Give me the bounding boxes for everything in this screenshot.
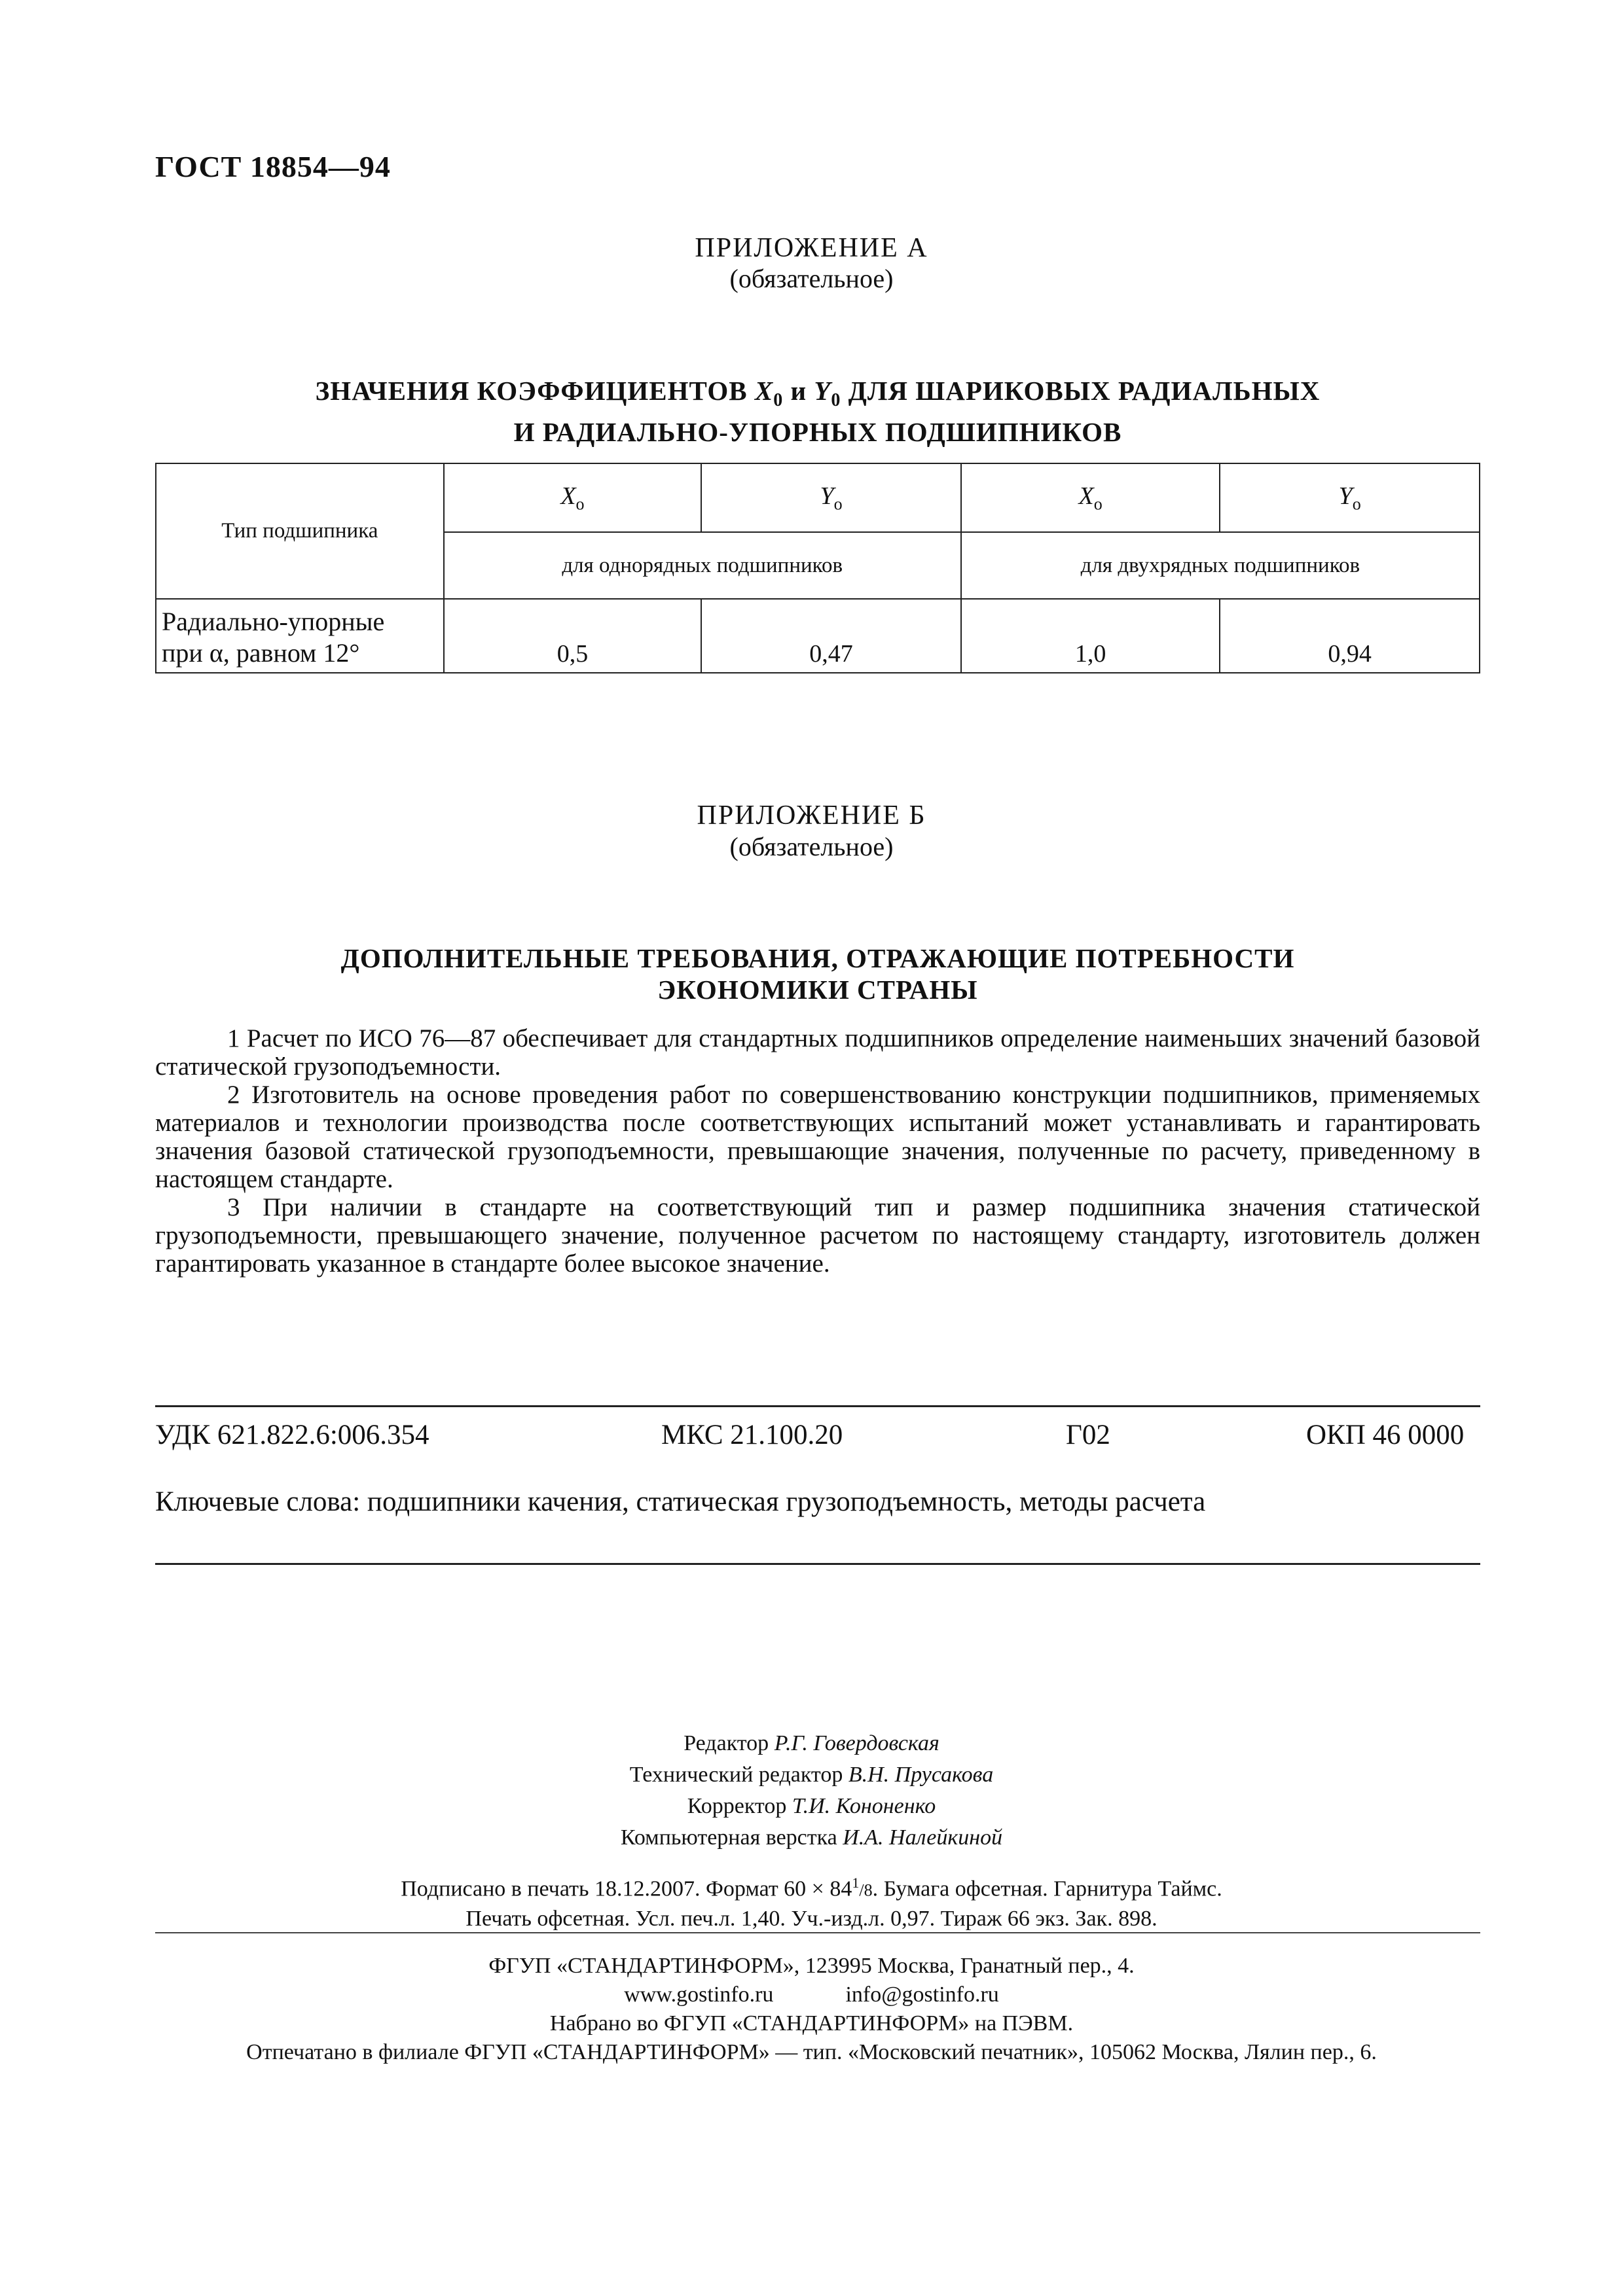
symbol-y: Y — [1338, 482, 1353, 510]
table-row — [156, 599, 1480, 673]
publisher-line: Набрано во ФГУП «СТАНДАРТИНФОРМ» на ПЭВМ. — [549, 2011, 1074, 2036]
print-info-line2: Печать офсетная. Усл. печ.л. 1,40. Уч.-изд.л. 0,97. Тираж 66 экз. Зак. 898. — [465, 1907, 1158, 1931]
column-header-y0-double — [1220, 463, 1480, 532]
publisher-line: Отпечатано в филиале ФГУП «СТАНДАРТИНФОРМ» — тип. «Московский печатник», 105062 Москва, Лялин пер., 6. — [246, 2040, 1377, 2064]
credit-name: Т.И. Кононенко — [792, 1794, 936, 1818]
appendix-b-heading-line2: ЭКОНОМИКИ СТРАНЫ — [657, 975, 978, 1005]
format-fraction-denominator: /8 — [859, 1880, 873, 1900]
group-code: Г02 — [1066, 1420, 1110, 1450]
symbol-subscript: 0 — [773, 390, 784, 411]
symbol-y: Y — [814, 376, 831, 406]
paragraph: 2 Изготовитель на основе проведения работ по совершенствованию конструкции подшипников, применяемых материалов и технологии производства после соответствующих испытаний может устанавливать и гарантировать значения базовой статической грузоподъемности, превышающие значения, полученные по расчету, приведенному в настоящем стандарте. — [155, 1081, 1480, 1193]
symbol-subscript: o — [833, 494, 843, 514]
paragraph: 3 При наличии в стандарте на соответствующий тип и размер подшипника значения статической грузоподъемности, превышающего значение, полученное расчетом по настоящему стандарту, изготовитель должен гарантировать указанное в стандарте более высокое значение. — [155, 1193, 1480, 1278]
publisher-info — [0, 1952, 1623, 2067]
appendix-b-body — [155, 1024, 1480, 1278]
divider-imprint — [155, 1932, 1480, 1933]
publisher-line: ФГУП «СТАНДАРТИНФОРМ», 123995 Москва, Гранатный пер., 4. — [488, 1954, 1135, 1978]
email-link[interactable]: info@gostinfo.ru — [845, 1982, 999, 2007]
okp-code: ОКП 46 0000 — [1306, 1420, 1465, 1450]
paragraph: 1 Расчет по ИСО 76—87 обеспечивает для стандартных подшипников определение наименьших значений базовой статической грузоподъемности. — [155, 1024, 1480, 1081]
website-link[interactable]: www.gostinfo.ru — [624, 1982, 774, 2007]
appendix-a-heading — [155, 375, 1480, 448]
credit-line — [0, 1728, 1623, 1759]
format-fraction-numerator: 1 — [852, 1874, 860, 1891]
row-label — [156, 599, 444, 673]
appendix-b-status: (обязательное) — [729, 832, 894, 861]
appendix-a-heading-line1 — [155, 375, 1480, 416]
appendix-b-title: ПРИЛОЖЕНИЕ Б — [697, 800, 926, 831]
value-y0-double: 0,94 — [1220, 599, 1480, 673]
heading-symbol-y — [814, 376, 841, 411]
appendix-b-heading — [155, 942, 1480, 1005]
column-header-x0-single — [444, 463, 702, 532]
table-header-row — [156, 463, 1480, 532]
print-info-text: . Бумага офсетная. Гарнитура Таймс. — [872, 1876, 1222, 1901]
heading-conjunction: и — [790, 376, 807, 406]
heading-text: ДЛЯ ШАРИКОВЫХ РАДИАЛЬНЫХ — [848, 376, 1321, 406]
value-y0-single: 0,47 — [701, 599, 961, 673]
heading-symbol-x — [754, 376, 784, 411]
credit-role: Компьютерная верстка — [620, 1825, 837, 1850]
symbol-x: X — [560, 482, 576, 510]
publisher-contacts — [0, 1981, 1623, 2009]
symbol-subscript: o — [575, 494, 585, 514]
credit-role: Технический редактор — [629, 1763, 843, 1787]
credit-name: И.А. Налейкиной — [843, 1825, 1003, 1850]
symbol-x: X — [1078, 482, 1094, 510]
value-x0-double: 1,0 — [961, 599, 1220, 673]
credits — [0, 1728, 1623, 1854]
group-header-double-row: для двухрядных подшипников — [961, 532, 1480, 599]
appendix-a-status: (обязательное) — [729, 264, 894, 293]
keywords: Ключевые слова: подшипники качения, статическая грузоподъемность, методы расчета — [155, 1486, 1206, 1517]
symbol-subscript: 0 — [831, 390, 841, 411]
appendix-a-heading-line2: И РАДИАЛЬНО-УПОРНЫХ ПОДШИПНИКОВ — [513, 417, 1122, 448]
credit-role: Редактор — [684, 1731, 769, 1755]
symbol-x: X — [754, 376, 774, 406]
row-label-line2: при α, равном 12° — [162, 638, 360, 668]
column-header-x0-double — [961, 463, 1220, 532]
credit-line — [0, 1791, 1623, 1822]
appendix-a-title: ПРИЛОЖЕНИЕ А — [695, 233, 928, 263]
print-info-text: Подписано в печать 18.12.2007. Формат 60 × 84 — [401, 1876, 852, 1901]
mks-code: МКС 21.100.20 — [661, 1420, 843, 1450]
udk-code: УДК 621.822.6:006.354 — [155, 1420, 429, 1450]
document-code: ГОСТ 18854—94 — [155, 150, 391, 183]
print-info — [0, 1869, 1623, 1933]
coefficient-table — [155, 463, 1480, 673]
symbol-y: Y — [820, 482, 834, 510]
credit-name: В.Н. Прусакова — [848, 1763, 994, 1787]
print-info-line1 — [0, 1869, 1623, 1905]
column-header-y0-single — [701, 463, 961, 532]
row-label-line1: Радиально-упорные — [162, 607, 385, 636]
credit-line — [0, 1822, 1623, 1854]
value-x0-single: 0,5 — [444, 599, 702, 673]
symbol-subscript: o — [1352, 494, 1361, 514]
credit-name: Р.Г. Говердовская — [774, 1731, 939, 1755]
appendix-b-heading-line1: ДОПОЛНИТЕЛЬНЫЕ ТРЕБОВАНИЯ, ОТРАЖАЮЩИЕ ПОТРЕБНОСТИ — [340, 943, 1295, 973]
symbol-subscript: o — [1093, 494, 1103, 514]
credit-role: Корректор — [687, 1794, 787, 1818]
group-header-single-row: для однорядных подшипников — [444, 532, 961, 599]
heading-text: ЗНАЧЕНИЯ КОЭФФИЦИЕНТОВ — [315, 376, 748, 406]
divider-bottom — [155, 1563, 1480, 1565]
divider-top — [155, 1405, 1480, 1407]
column-header-bearing-type: Тип подшипника — [156, 463, 444, 599]
credit-line — [0, 1759, 1623, 1791]
